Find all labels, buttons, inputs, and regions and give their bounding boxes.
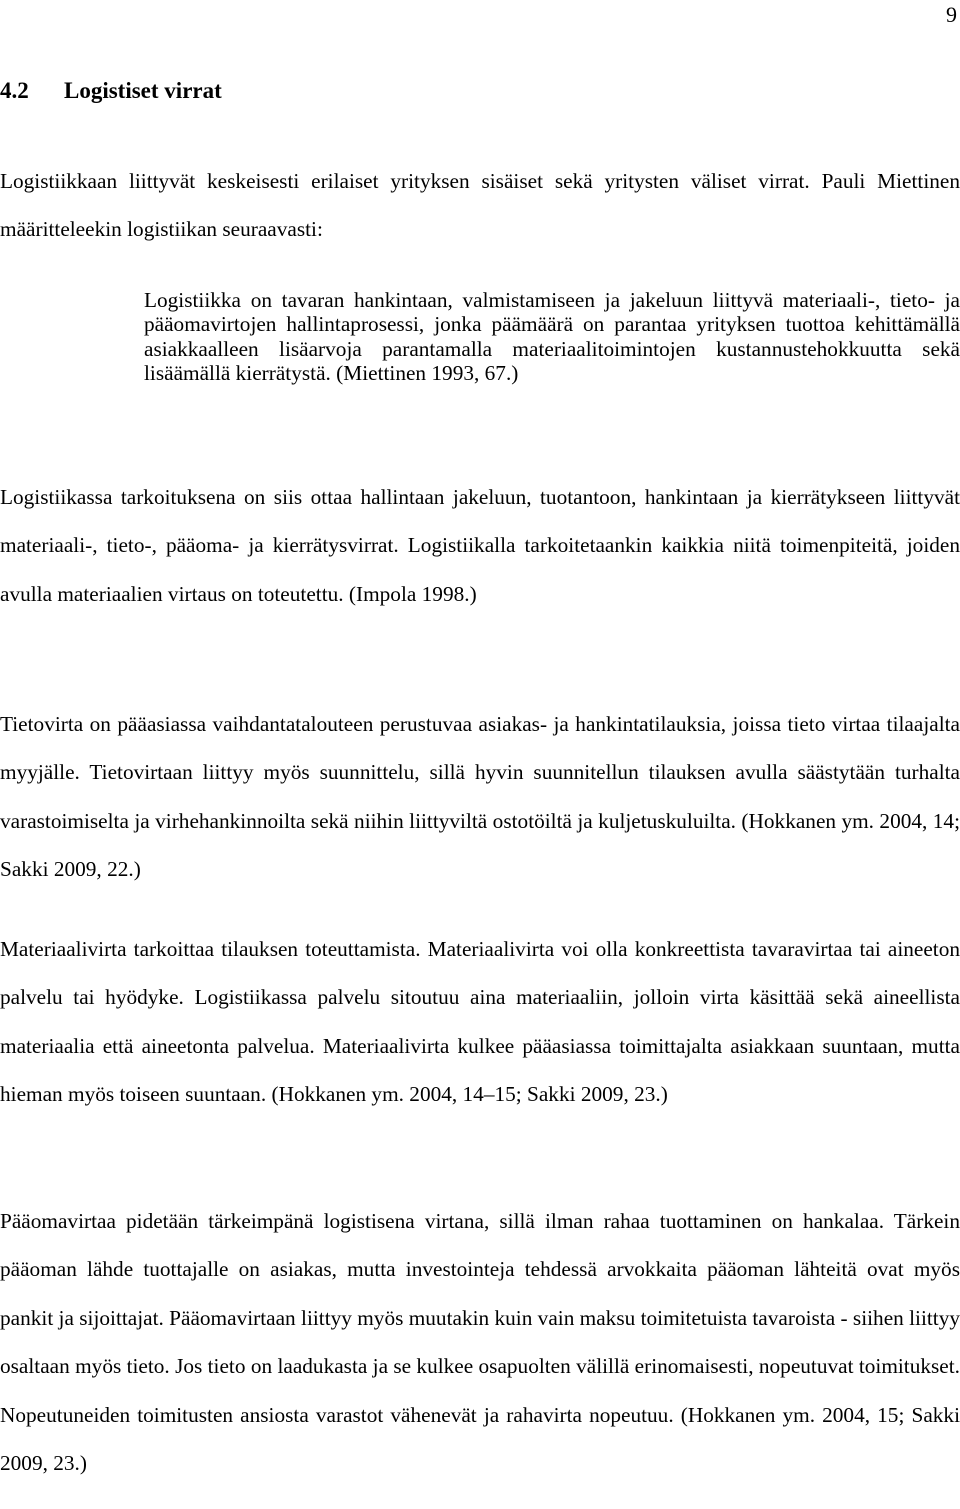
section-heading bbox=[0, 76, 222, 106]
block-quote: Logistiikka on tavaran hankintaan, valmistamiseen ja jakeluun liittyvä materiaali-, tieto- ja pääomavirtojen hallintaprosessi, jonka päämäärä on parantaa yrityksen tuottoa kehittämällä asiakkaalleen lisäarvoja parantamalla materiaalitoimintojen kustannustehokkuutta sekä lisäämällä kierrätystä. (Miettinen 1993, 67.) bbox=[144, 288, 960, 386]
page-number: 9 bbox=[946, 2, 957, 27]
paragraph-information-flow: Tietovirta on pääasiassa vaihdantatalouteen perustuvaa asiakas- ja hankintatilauksia, joissa tieto virtaa tilaajalta myyjälle. Tietovirtaan liittyy myös suunnittelu, sillä hyvin suunnitellun tilauksen avulla säästytään turhalta varastoimiselta ja virhehankinnoilta sekä niihin liittyviltä ostotöiltä ja kuljetuskuluilta. (Hokkanen ym. 2004, 14; Sakki 2009, 22.) bbox=[0, 712, 960, 882]
section-title: Logistiset virrat bbox=[64, 78, 222, 103]
paragraph-capital-flow: Pääomavirtaa pidetään tärkeimpänä logistisena virtana, sillä ilman rahaa tuottaminen on hankalaa. Tärkein pääoman lähde tuottajalle on asiakas, mutta investointeja tehdessä arvokkaita pääoman lähteitä ovat myös pankit ja sijoittajat. Pääomavirtaan liittyy myös muutakin kuin vain maksu toimitetuista tavaroista - siihen liittyy osaltaan myös tieto. Jos tieto on laadukasta ja se kulkee osapuolten välillä erinomaisesti, nopeutuvat toimitukset. Nopeutuneiden toimitusten ansiosta varastot vähenevät ja rahavirta nopeutuu. (Hokkanen ym. 2004, 15; Sakki 2009, 23.) bbox=[0, 1209, 960, 1476]
paragraph-logistics-purpose: Logistiikassa tarkoituksena on siis ottaa hallintaan jakeluun, tuotantoon, hankintaan ja kierrätykseen liittyvät materiaali-, tieto-, pääoma- ja kierrätysvirrat. Logistiikalla tarkoitetaankin kaikkia niitä toimenpiteitä, joiden avulla materiaalien virtaus on toteutettu. (Impola 1998.) bbox=[0, 485, 960, 606]
section-number: 4.2 bbox=[0, 78, 29, 103]
paragraph-material-flow: Materiaalivirta tarkoittaa tilauksen toteuttamista. Materiaalivirta voi olla konkreettista tavaravirtaa tai aineeton palvelu tai hyödyke. Logistiikassa palvelu sitoutuu aina materiaaliin, jolloin virta käsittää sekä aineellista materiaalia että aineetonta palvelua. Materiaalivirta kulkee pääasiassa toimittajalta asiakkaan suuntaan, mutta hieman myös toiseen suuntaan. (Hokkanen ym. 2004, 14–15; Sakki 2009, 23.) bbox=[0, 937, 960, 1107]
paragraph-intro: Logistiikkaan liittyvät keskeisesti erilaiset yrityksen sisäiset sekä yritysten väliset virrat. Pauli Miettinen määritteleekin logistiikan seuraavasti: bbox=[0, 169, 960, 241]
